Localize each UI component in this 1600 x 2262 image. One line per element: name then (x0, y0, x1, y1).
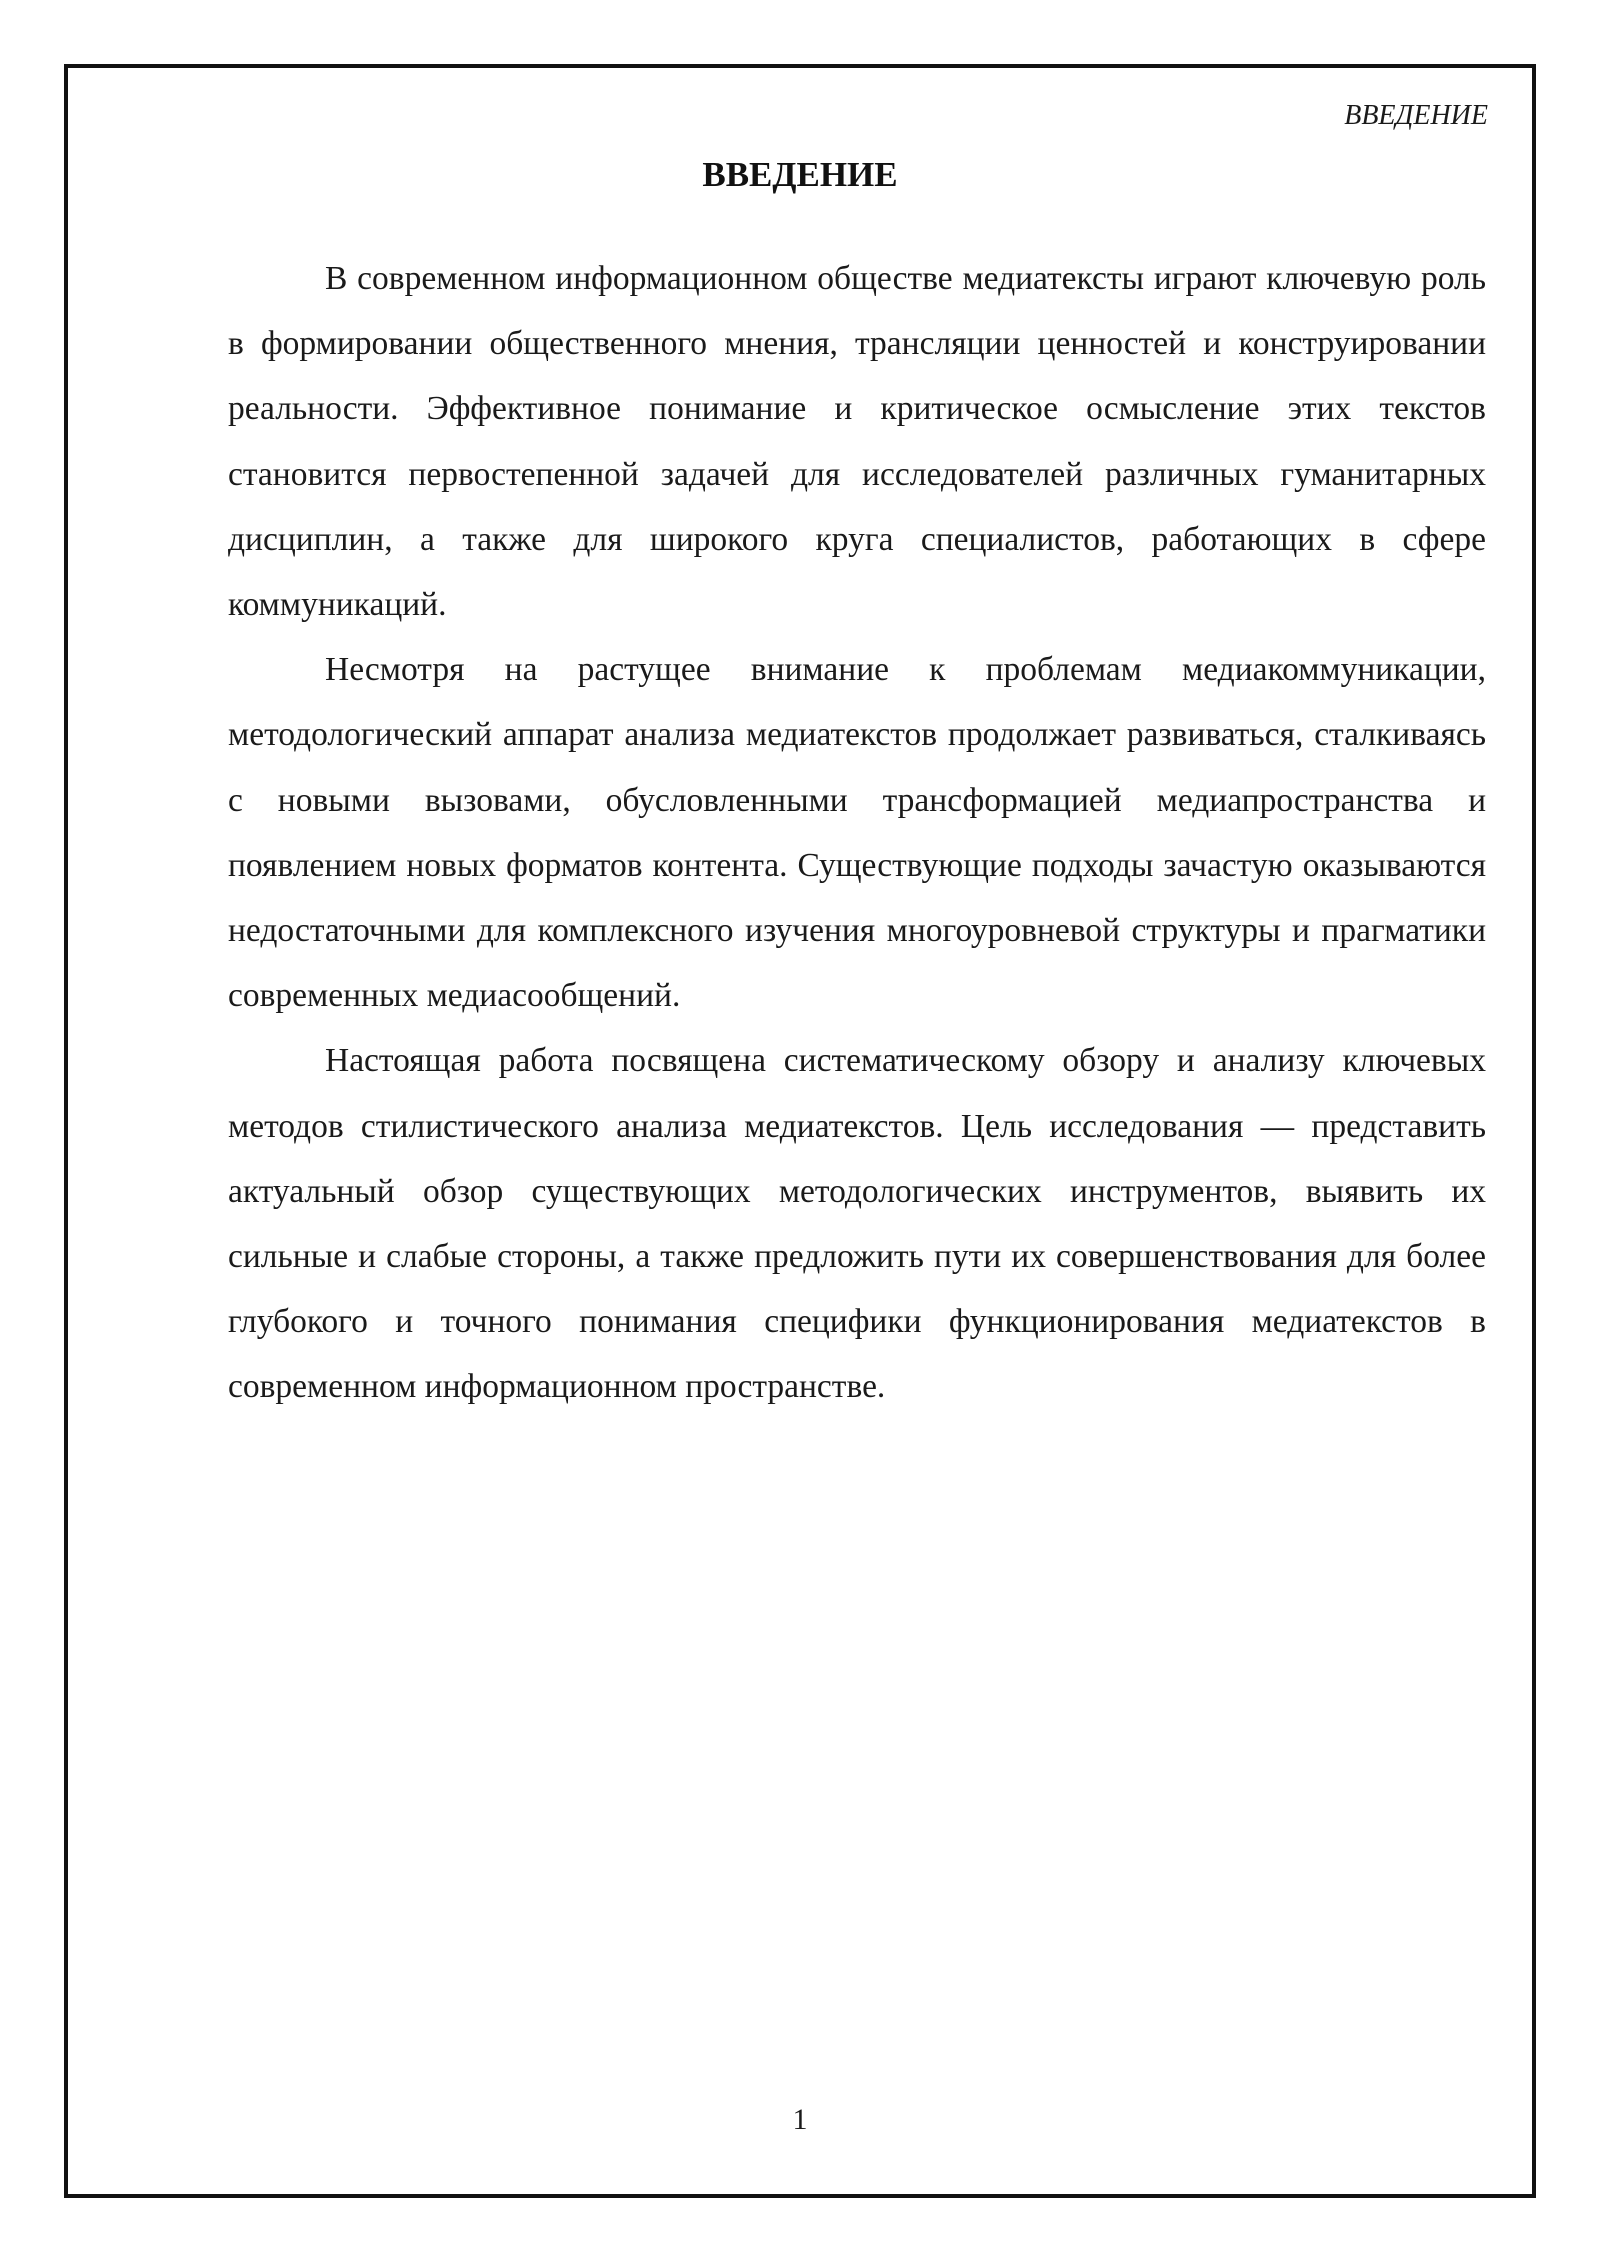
paragraph: Настоящая работа посвящена систематическому обзору и анализу ключевых методов стилистического анализа медиатекстов. Цель исследования — представить актуальный обзор существующих методологических инструментов, выявить их сильные и слабые стороны, а также предложить пути их совершенствования для более глубокого и точного понимания специфики функционирования медиатекстов в современном информационном пространстве. (228, 1042, 1486, 1406)
paragraph: В современном информационном обществе медиатексты играют ключевую роль в формировании общественного мнения, трансляции ценностей и конструировании реальности. Эффективное понимание и критическое осмысление этих текстов становится первостепенной задачей для исследователей различных гуманитарных дисциплин, а также для широкого круга специалистов, работающих в сфере коммуникаций. (228, 260, 1486, 624)
page-number: 1 (792, 2103, 808, 2136)
running-header: ВВЕДЕНИЕ (1344, 100, 1488, 131)
paragraph: Несмотря на растущее внимание к проблемам медиакоммуникации, методологический аппарат анализа медиатекстов продолжает развиваться, сталкиваясь с новыми вызовами, обусловленными трансформацией медиапространства и появлением новых форматов контента. Существующие подходы зачастую оказываются недостаточными для комплексного изучения многоуровневой структуры и прагматики современных медиасообщений. (228, 651, 1486, 1015)
body-text (228, 246, 1486, 1420)
page-title: ВВЕДЕНИЕ (702, 155, 898, 194)
